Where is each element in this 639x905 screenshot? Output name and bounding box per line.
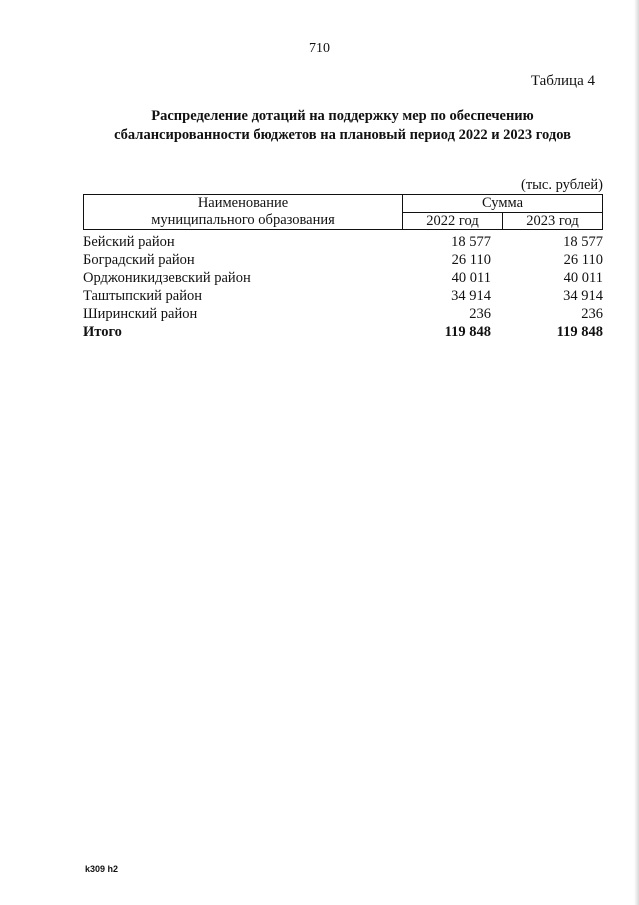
table-label: Таблица 4 — [530, 73, 595, 89]
total-value-2023: 119 848 — [556, 324, 603, 340]
header-municipality — [84, 195, 403, 230]
row-value-2022: 18 577 — [451, 234, 491, 250]
header-name-line-2: муниципального образования — [151, 212, 335, 228]
header-name-line-1: Наименование — [197, 195, 289, 211]
row-value-2023: 26 110 — [563, 252, 603, 268]
row-value-2022: 40 011 — [451, 270, 491, 286]
table-row — [83, 305, 603, 323]
page-edge-shadow — [634, 0, 639, 905]
header-sum: Сумма — [403, 195, 603, 213]
row-name: Ширинский район — [83, 306, 198, 322]
header-year-2022: 2022 год — [403, 212, 503, 230]
row-value-2022: 26 110 — [451, 252, 491, 268]
footer-code: k309 h2 — [85, 864, 119, 874]
table-total-row — [83, 323, 603, 341]
row-name: Бейский район — [83, 234, 175, 250]
row-value-2023: 40 011 — [563, 270, 603, 286]
header-year-2023: 2023 год — [503, 212, 603, 230]
document-title — [60, 107, 625, 145]
row-name: Орджоникидзевский район — [83, 270, 251, 286]
page-number: 710 — [309, 41, 330, 56]
row-value-2023: 236 — [581, 306, 603, 322]
table-header — [83, 194, 603, 230]
total-value-2022: 119 848 — [444, 324, 491, 340]
total-label: Итого — [83, 324, 122, 340]
table-body — [83, 233, 603, 341]
subsidy-table — [83, 194, 603, 341]
title-line-2: сбалансированности бюджетов на плановый период 2022 и 2023 годов — [114, 127, 571, 143]
title-line-1: Распределение дотаций на поддержку мер по обеспечению — [151, 108, 534, 124]
row-value-2023: 34 914 — [563, 288, 603, 304]
table-row — [83, 233, 603, 251]
row-value-2022: 236 — [469, 306, 491, 322]
table-row — [83, 287, 603, 305]
units-label: (тыс. рублей) — [521, 177, 603, 193]
table-row — [83, 251, 603, 269]
table-row — [83, 269, 603, 287]
row-name: Таштыпский район — [83, 288, 203, 304]
row-value-2023: 18 577 — [563, 234, 603, 250]
row-name: Боградский район — [83, 252, 195, 268]
row-value-2022: 34 914 — [451, 288, 491, 304]
